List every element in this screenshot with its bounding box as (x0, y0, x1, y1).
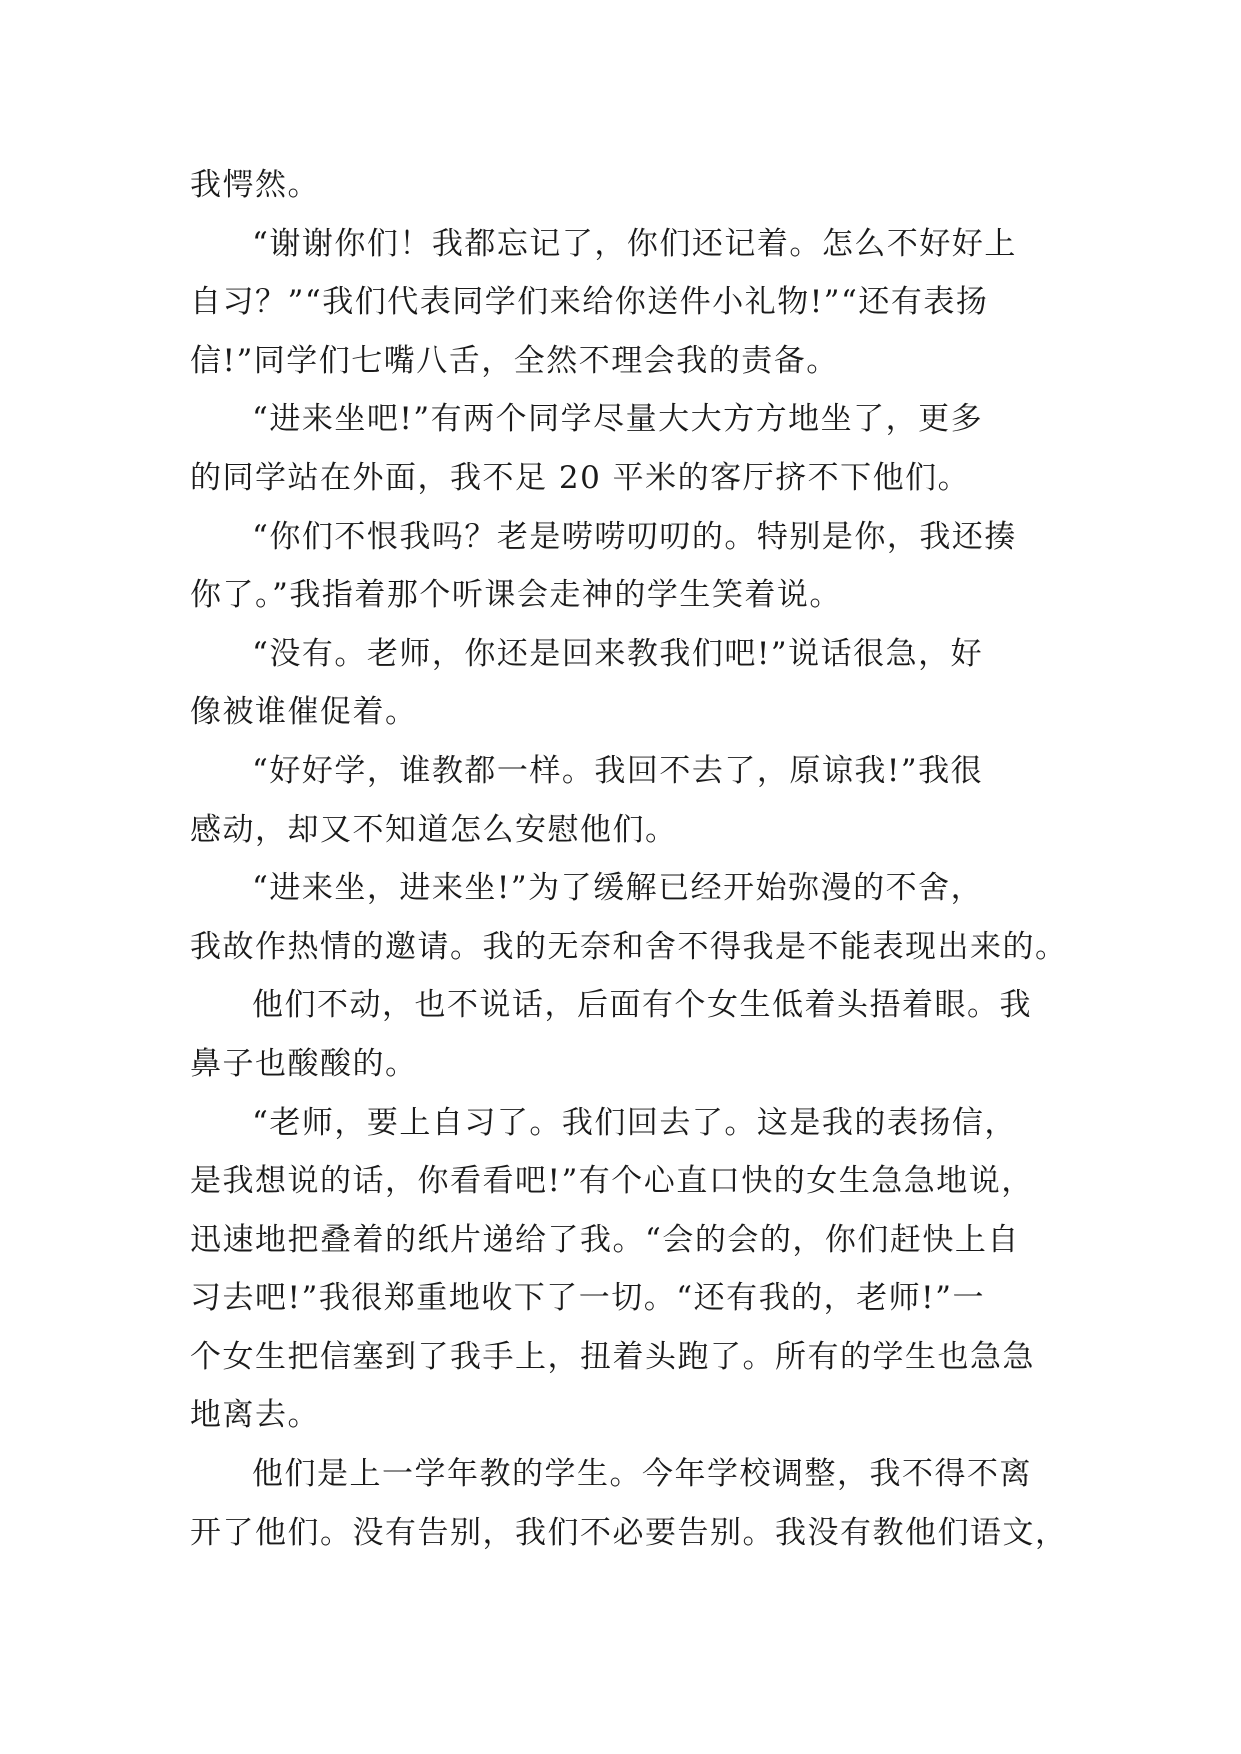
text-line: 开了他们。没有告别，我们不必要告别。我没有教他们语文， (190, 1514, 1068, 1551)
paragraph (190, 508, 1070, 625)
text-line: 的同学站在外面，我不足 20 平米的客厅挤不下他们。 (190, 459, 971, 496)
text-line: 我故作热情的邀请。我的无奈和舍不得我是不能表现出来的。 (190, 928, 1068, 965)
paragraph (190, 156, 1070, 215)
text-line: 信!”同学们七嘴八舌，全然不理会我的责备。 (190, 342, 839, 379)
text-line: “好好学，谁教都一样。我回不去了，原谅我!”我很 (252, 752, 984, 789)
document-body (190, 156, 1070, 1562)
text-line: “进来坐吧!”有两个同学尽量大大方方地坐了，更多 (252, 401, 984, 438)
text-line: 你了。”我指着那个听课会走神的学生笑着说。 (190, 577, 842, 614)
text-line: 是我想说的话，你看看吧!”有个心直口快的女生急急地说， (190, 1163, 1034, 1200)
paragraph (190, 742, 1070, 859)
text-line: “谢谢你们！我都忘记了，你们还记着。怎么不好好上 (252, 225, 1017, 262)
text-line: 他们是上一学年教的学生。今年学校调整，我不得不离 (252, 1456, 1032, 1493)
paragraph (190, 215, 1070, 391)
text-line: “老师，要上自习了。我们回去了。这是我的表扬信， (252, 1104, 1017, 1141)
text-line: 自习？”“我们代表同学们来给你送件小礼物!”“还有表扬 (190, 284, 989, 321)
text-line: 他们不动，也不说话，后面有个女生低着头捂着眼。我 (252, 987, 1032, 1024)
text-line: 像被谁催促着。 (190, 694, 418, 731)
text-line: 个女生把信塞到了我手上，扭着头跑了。所有的学生也急急 (190, 1338, 1035, 1375)
text-line: “没有。老师，你还是回来教我们吧!”说话很急，好 (252, 635, 984, 672)
paragraph (190, 625, 1070, 742)
text-line: 习去吧!”我很郑重地收下了一切。“还有我的，老师!”一 (190, 1280, 985, 1317)
text-line: 地离去。 (190, 1397, 320, 1434)
text-line: “你们不恨我吗？老是唠唠叨叨的。特别是你，我还揍 (252, 518, 1017, 555)
paragraph (190, 390, 1070, 507)
paragraph (190, 859, 1070, 976)
paragraph (190, 1094, 1070, 1446)
text-line: 迅速地把叠着的纸片递给了我。“会的会的，你们赶快上自 (190, 1221, 1020, 1258)
paragraph (190, 976, 1070, 1093)
text-line: 我愕然。 (190, 167, 320, 203)
text-line: 感动，却又不知道怎么安慰他们。 (190, 811, 678, 848)
text-line: 鼻子也酸酸的。 (190, 1045, 418, 1082)
text-line: “进来坐，进来坐!”为了缓解已经开始弥漫的不舍， (252, 870, 984, 907)
paragraph (190, 1445, 1070, 1562)
